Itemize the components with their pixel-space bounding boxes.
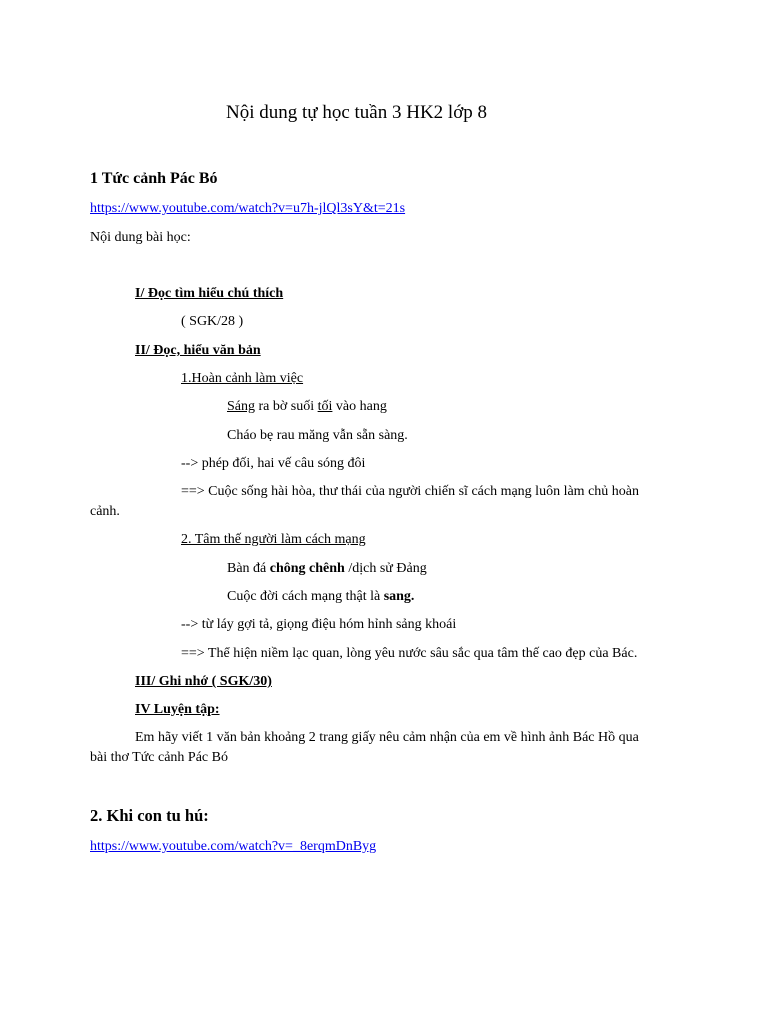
part-2-heading: II/ Đọc, hiểu văn bản: [135, 343, 261, 358]
poem-verse-2: Cháo bẹ rau măng vẫn sẵn sàng.: [227, 428, 408, 443]
emphasis-sang: sang.: [383, 589, 415, 604]
word-sang: Sáng: [227, 399, 255, 414]
part-1-reference: ( SGK/28 ): [181, 314, 244, 329]
word-toi: tối: [317, 399, 333, 414]
conclusion-1-line-2: cảnh.: [90, 504, 120, 519]
verse-text: Bàn đá: [227, 561, 270, 576]
page-title: Nội dung tự học tuần 3 HK2 lớp 8: [226, 102, 487, 123]
analysis-note-2: --> từ láy gợi tả, giọng điệu hóm hỉnh sảng khoái: [181, 617, 457, 632]
section-1-heading: 1 Tức cảnh Pác Bó: [90, 170, 218, 187]
conclusion-1-line-1: ==> Cuộc sống hài hòa, thư thái của người chiến sĩ cách mạng luôn làm chủ hoàn: [181, 484, 639, 499]
subsection-1-heading: 1.Hoàn cảnh làm việc: [181, 371, 304, 386]
poem-verse-4: [227, 588, 414, 606]
verse-text: Cuộc đời cách mạng thật là: [227, 589, 384, 604]
analysis-note-1: --> phép đối, hai vế câu sóng đôi: [181, 456, 366, 471]
emphasis-chong-chenh: chông chênh: [269, 561, 345, 576]
section-1-video-link[interactable]: https://www.youtube.com/watch?v=u7h-jlQl3sY&t=21s: [90, 201, 406, 216]
practice-task-line-1: Em hãy viết 1 văn bản khoảng 2 trang giấy nêu cảm nhận của em về hình ảnh Bác Hồ qua: [135, 730, 639, 745]
section-2-video-link[interactable]: https://www.youtube.com/watch?v=_8erqmDnByg: [90, 839, 377, 854]
poem-verse-1: [227, 398, 387, 416]
verse-text: ra bờ suối: [255, 399, 318, 414]
conclusion-2: ==> Thể hiện niềm lạc quan, lòng yêu nước sâu sắc qua tâm thế cao đẹp của Bác.: [181, 646, 638, 661]
poem-verse-3: [227, 560, 427, 578]
lesson-content-label: Nội dung bài học:: [90, 230, 191, 245]
practice-task-line-2: bài thơ Tức cảnh Pác Bó: [90, 750, 228, 765]
part-4-heading: IV Luyện tập:: [135, 702, 220, 717]
part-3-heading: III/ Ghi nhớ ( SGK/30): [135, 674, 272, 689]
part-1-heading: I/ Đọc tìm hiểu chú thích: [135, 286, 284, 301]
verse-text: /dịch sử Đảng: [344, 561, 427, 576]
subsection-2-heading: 2. Tâm thế người làm cách mạng: [181, 532, 366, 547]
verse-text: vào hang: [332, 399, 387, 414]
section-2-heading: 2. Khi con tu hú:: [90, 806, 209, 825]
